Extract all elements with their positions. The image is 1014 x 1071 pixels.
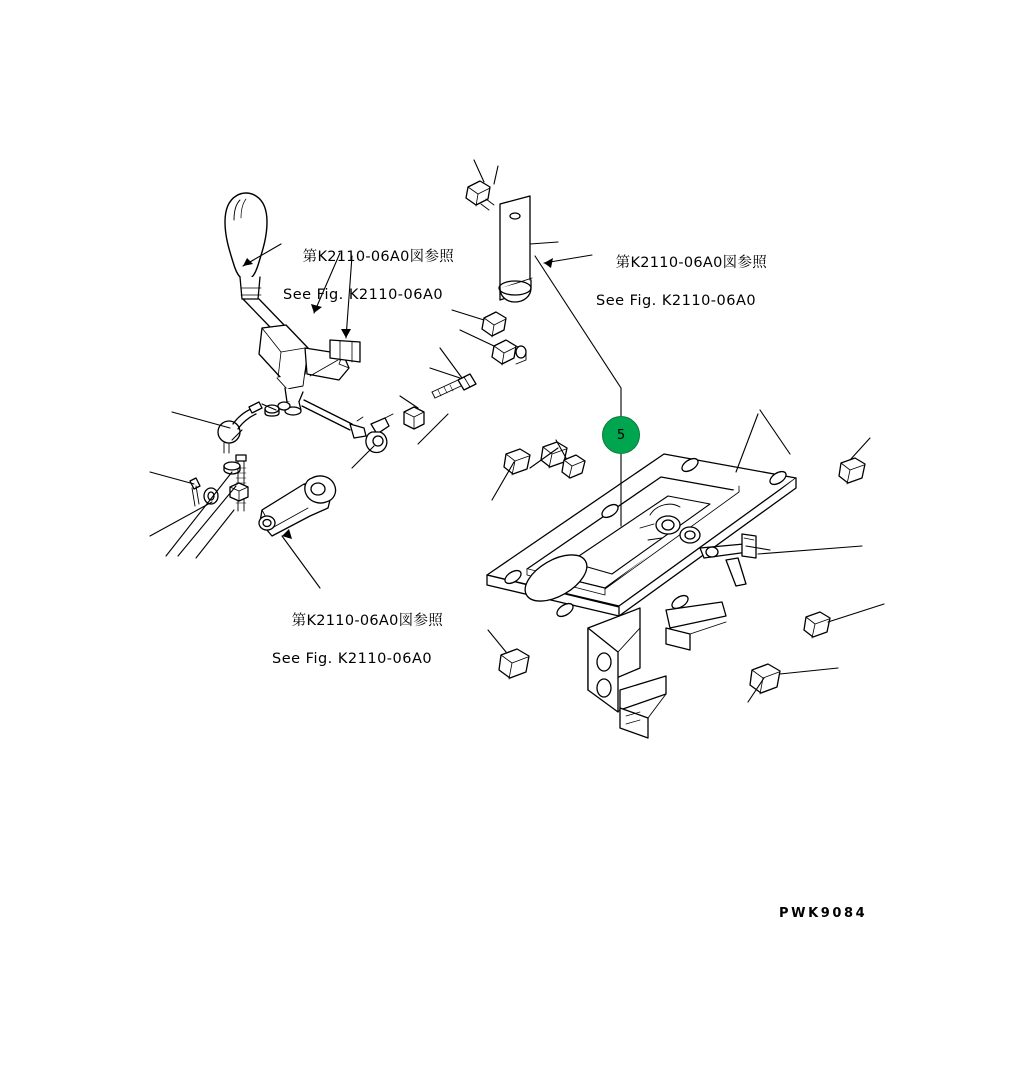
washer-left-1 (204, 488, 218, 504)
bracket-flange-right (666, 602, 726, 650)
pin-left (190, 478, 200, 506)
fastener-lr-2 (750, 664, 780, 694)
lever-knob (225, 193, 267, 279)
fastener-ul-3 (562, 455, 585, 478)
lower-linkage-lever (259, 476, 336, 536)
drawing-code: PWK9084 (779, 906, 868, 921)
lower-housing-flange (620, 676, 666, 738)
ball-joint-left (218, 402, 262, 453)
bolt-head-mid-2 (492, 340, 526, 365)
fastener-lr-1 (804, 612, 830, 638)
nut-center (404, 407, 424, 429)
nut-left-rod (230, 483, 248, 501)
callout-5-label: 5 (616, 427, 626, 443)
annotation-ref-lever-upper-line1: 第K2110-06A0図参照 (302, 249, 455, 265)
annotation-ref-lever-upper-line2: See Fig. K2110-06A0 (283, 287, 444, 303)
bolt-center-upper (432, 374, 476, 398)
annotation-ref-linkage-lower (272, 593, 443, 707)
vertical-bracket-plate (499, 196, 532, 302)
annotation-ref-bracket-right (596, 235, 767, 349)
fastener-ur-1 (839, 458, 865, 484)
fastener-ll-1 (499, 649, 529, 679)
fastener-ul-1 (504, 449, 530, 475)
lever-clevis (330, 340, 360, 362)
elbow-joint-center (366, 414, 393, 453)
annotation-ref-bracket-right-line1: 第K2110-06A0図参照 (615, 255, 768, 271)
bolt-head-mid-1 (482, 312, 506, 337)
annotation-ref-lever-upper (283, 229, 454, 343)
annotation-ref-bracket-right-line2: See Fig. K2110-06A0 (596, 293, 757, 309)
annotation-ref-linkage-lower-line2: See Fig. K2110-06A0 (272, 651, 433, 667)
lever-neck (240, 277, 261, 299)
callout-5[interactable] (602, 416, 640, 454)
lever-link-rod (302, 400, 366, 438)
annotation-ref-linkage-lower-line1: 第K2110-06A0図参照 (291, 613, 444, 629)
bolt-head-upper-1 (466, 181, 494, 210)
